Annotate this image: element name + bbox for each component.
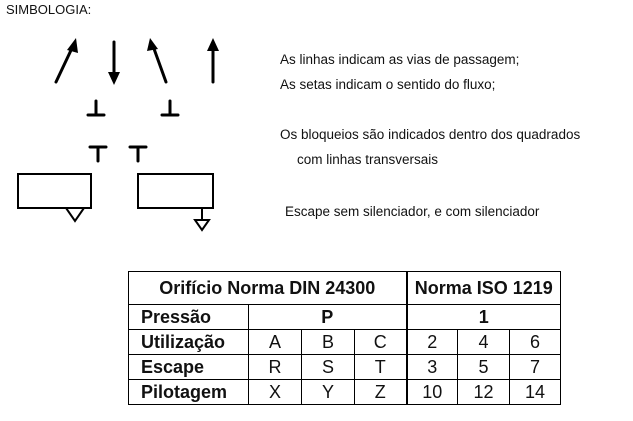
iso-cell: 10 xyxy=(407,380,458,405)
table-row-escape xyxy=(129,355,561,380)
table-row-pilotagem xyxy=(129,380,561,405)
blocked-port-icon xyxy=(130,147,146,161)
iso-cell: 7 xyxy=(510,355,561,380)
description-lines: As linhas indicam as vias de passagem; xyxy=(280,52,520,67)
header-din: Orifício Norma DIN 24300 xyxy=(129,272,407,305)
din-cell: Y xyxy=(302,380,355,405)
din-cell: A xyxy=(249,330,302,355)
description-blocks-cont: com linhas transversais xyxy=(297,152,439,167)
row-label: Utilização xyxy=(129,330,249,355)
table-row-utilizacao xyxy=(129,330,561,355)
description-arrows: As setas indicam o sentido do fluxo; xyxy=(280,77,496,92)
iso-cell: 4 xyxy=(458,330,510,355)
table-row-pressao xyxy=(129,305,561,330)
din-cell: S xyxy=(302,355,355,380)
description-exhaust: Escape sem silenciador, e com silenciador xyxy=(285,204,540,219)
exhaust-without-silencer-icon xyxy=(18,174,91,221)
row-label: Pilotagem xyxy=(129,380,249,405)
din-cell: Z xyxy=(355,380,407,405)
page-heading: SIMBOLOGIA: xyxy=(6,2,92,17)
iso-cell: 12 xyxy=(458,380,510,405)
header-iso: Norma ISO 1219 xyxy=(407,272,561,305)
blocked-port-icon xyxy=(90,147,106,161)
blocked-port-icon xyxy=(162,101,178,115)
iso-cell: 2 xyxy=(407,330,458,355)
din-cell: P xyxy=(249,305,407,330)
description-blocks: Os bloqueios são indicados dentro dos quadrados xyxy=(280,127,581,142)
blocked-port-icon xyxy=(88,101,104,115)
exhaust-with-silencer-icon xyxy=(138,174,213,230)
flow-arrow-down-icon xyxy=(108,42,120,85)
port-designation-table xyxy=(128,271,561,405)
flow-arrow-up-icon xyxy=(207,38,219,82)
row-label: Pressão xyxy=(129,305,249,330)
din-cell: B xyxy=(302,330,355,355)
din-cell: C xyxy=(355,330,407,355)
flow-arrow-diagonal-up-icon xyxy=(56,38,78,82)
din-cell: X xyxy=(249,380,302,405)
iso-cell: 6 xyxy=(510,330,561,355)
flow-arrow-diagonal-up-left-icon xyxy=(147,38,166,82)
iso-cell: 5 xyxy=(458,355,510,380)
row-label: Escape xyxy=(129,355,249,380)
iso-cell: 3 xyxy=(407,355,458,380)
table-header-row xyxy=(129,272,561,305)
din-cell: T xyxy=(355,355,407,380)
iso-cell: 14 xyxy=(510,380,561,405)
iso-cell: 1 xyxy=(407,305,561,330)
din-cell: R xyxy=(249,355,302,380)
symbols-illustration xyxy=(10,30,230,235)
